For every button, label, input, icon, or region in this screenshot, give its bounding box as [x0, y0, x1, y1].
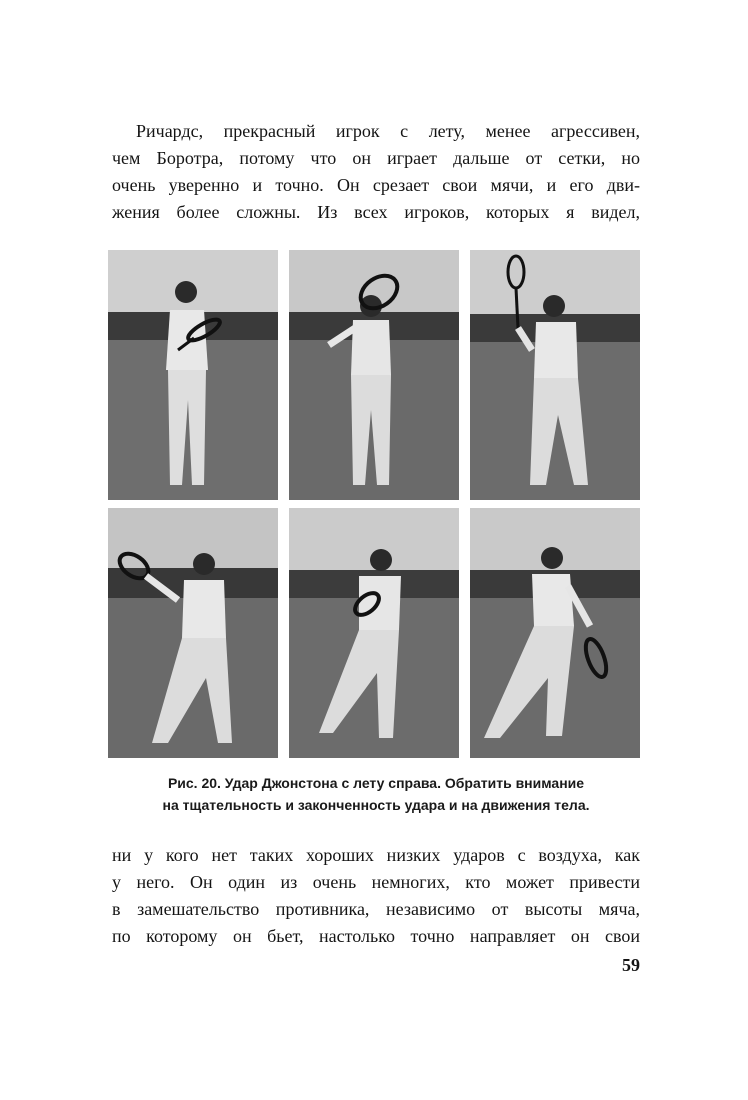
text-line: ни у кого нет таких хороших низких ударов с воздуха, как — [112, 845, 640, 865]
photo-frame-5 — [289, 508, 459, 758]
text-line: Ричардс, прекрасный игрок с лету, менее агрессивен, — [136, 121, 640, 141]
caption-line-1: Рис. 20. Удар Джонстона с лету справа. Обратить внимание — [167, 775, 585, 791]
photo-frame-2 — [289, 250, 459, 500]
figure-caption — [112, 772, 640, 816]
caption-line-2: на тщательность и законченность удара и на движения тела. — [162, 797, 590, 813]
bottom-paragraph — [112, 842, 640, 950]
photo-frame-6 — [470, 508, 640, 758]
page-number: 59 — [622, 955, 640, 975]
top-paragraph — [112, 118, 640, 226]
photo-frame-1 — [108, 250, 278, 500]
text-line: в замешательство противника, независимо от высоты мяча, — [112, 899, 640, 919]
photo-frame-4 — [108, 508, 278, 758]
photo-frame-3 — [470, 250, 640, 500]
text-line: очень уверенно и точно. Он срезает свои мячи, и его дви- — [112, 175, 640, 195]
figure-photo-sequence — [108, 250, 640, 758]
text-line: у него. Он один из очень немногих, кто может привести — [112, 872, 640, 892]
text-line: жения более сложны. Из всех игроков, которых я видел, — [112, 202, 640, 222]
text-line: по которому он бьет, настолько точно направляет он свои — [112, 926, 640, 946]
text-line: чем Боротра, потому что он играет дальше от сетки, но — [112, 148, 640, 168]
